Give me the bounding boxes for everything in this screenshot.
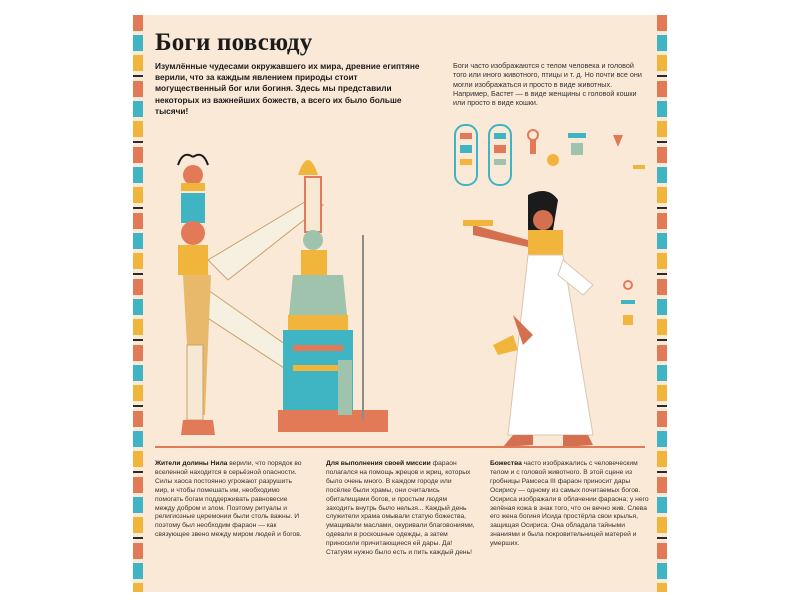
column-1-paragraph bbox=[155, 460, 305, 540]
text-column-3 bbox=[490, 460, 652, 549]
intro-text: Изумлённые чудесами окружавшего их мира, древние египтяне верили, что за каждым явлением природы стоит могущественный бог или богиня. Здесь мы представили некоторых из важнейших божеств, а всего их было больше тысячи! bbox=[155, 61, 420, 116]
osiris-seated-figure bbox=[278, 160, 388, 432]
side-note-text: Боги часто изображаются с телом человека и головой того или иного животного, птицы и т. д. Но почти все они могли изображаться и просто в виде животных. Например, Бастет — в виде женщины с головой кошки или просто в виде кошки. bbox=[453, 61, 642, 108]
column-3-paragraph bbox=[490, 460, 652, 549]
column-3-lead: Божества bbox=[490, 460, 522, 467]
column-1-lead: Жители долины Нила bbox=[155, 460, 228, 467]
text-column-2 bbox=[326, 460, 476, 558]
hieroglyph-cartouches bbox=[455, 125, 645, 185]
page-title: Боги повсюду bbox=[155, 29, 313, 56]
column-2-lead: Для выполнения своей миссии bbox=[326, 460, 431, 467]
column-1-text: верили, что порядок во вселенной находится в серьёзной опасности. Силы хаоса постоянно угрожают разрушить мир, и чтобы помешать им, необходимо помогать богам поддерживать равновесие между добром и злом. Поэтому ритуалы и религиозные церемонии были столь важны. И поэтому был необходим фараон — как связующее звено между миром людей и богов. bbox=[155, 460, 302, 539]
decorative-hieroglyphs-right bbox=[621, 281, 635, 325]
text-column-1 bbox=[155, 460, 305, 540]
book-page bbox=[133, 15, 667, 592]
pharaoh-figure bbox=[463, 191, 593, 447]
column-2-text: фараон полагался на помощь жрецов и жриц, которых было очень много. В каждом городе или посёлке были храмы, они считались обиталищами богов, и простым людям заходить внутрь было нельзя... Каждый день служители храма омывали статую божества, умащивали маслами, окуривали благовониями, одевали в роскошные одежды, а затем приносили причитающиеся ей дары. Да! Статуям нужно было есть и пить каждый день! bbox=[326, 460, 475, 557]
column-3-text: часто изображались с человеческим телом и с головой животного. В этой сцене из гробницы Рамсеса III фараон приносит дары Осирису — одному из самых почитаемых богов. Осириса изображали в облачении фараона; у него зелёная кожа в знак того, что он вечно жив. Слева его жена богиня Исида простёрла свои крылья, защищая Осириса. Она обладала тайными знаниями и была покровительницей матерей и умерших. bbox=[490, 460, 649, 548]
column-2-paragraph bbox=[326, 460, 476, 558]
